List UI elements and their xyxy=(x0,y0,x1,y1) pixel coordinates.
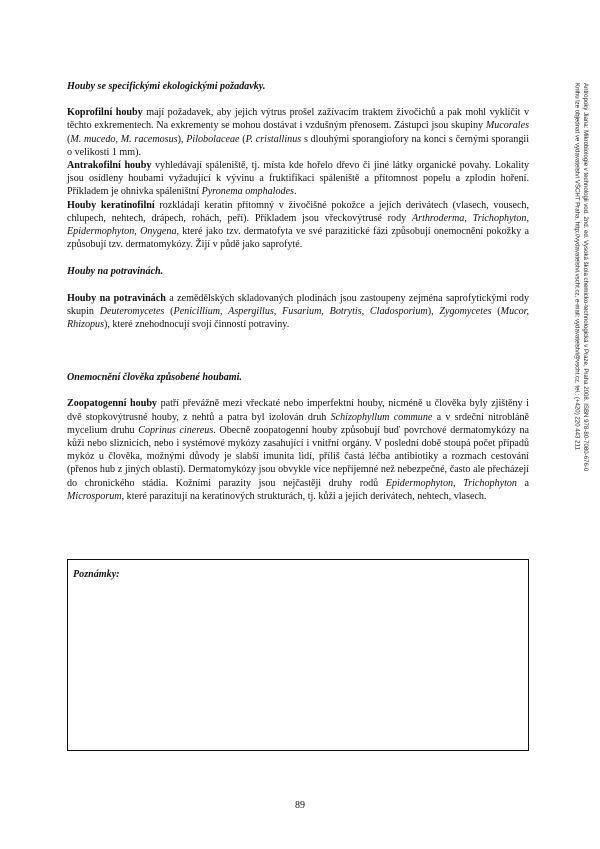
text: ), xyxy=(427,305,440,317)
text: vyhledávají spáleniště, tj. místa kde hořelo dřevo či jiné látky organické povahy. Lokality jsou osídleny houbami vyžadující k vývinu a fruktifikaci spáleniště a přítomnost popelu a zplodin hoření. Příkladem je ohnivka spáleništní xyxy=(67,160,529,198)
taxon: Penicillium, Aspergillus, Fusarium, Botrytis, Cladosporium xyxy=(173,305,428,317)
section-heading-human-disease: Onemocnění člověka způsobené houbami. xyxy=(67,372,242,384)
term-antrakofilni: Antrakofilní houby xyxy=(67,160,152,172)
taxon: Mucor, Rhizopus xyxy=(67,305,529,331)
order-info-line: Knihu lze objednat ve vydavatelství VŠCHT Praha, http://vydavatelstvi.vscht.cz, e-mail: vydavatelstvi@vscht.cz, tel.: (+420) 220 443 211 xyxy=(573,83,581,450)
taxon: Arthroderma, Trichophyton, Epidermophyton, Onygena xyxy=(67,212,529,238)
main-text xyxy=(67,80,529,503)
notes-label: Poznámky: xyxy=(73,569,120,580)
term-koprofilni: Koprofilní houby xyxy=(67,107,143,119)
text: ), xyxy=(177,133,187,145)
text: ), které znehodnocují svojí činností potraviny. xyxy=(104,319,290,331)
taxon: Pilobolaceae xyxy=(186,133,240,145)
taxon: Microsporum xyxy=(67,490,122,502)
paragraph-antrakofilni xyxy=(67,159,529,199)
notes-box[interactable] xyxy=(67,559,529,751)
text: ( xyxy=(164,305,174,317)
text: , které parazitují na keratinových strukturách, tj. kůži a jejich derivátech, nehtech, vlasech. xyxy=(121,490,487,502)
taxon: Schizophyllum commune xyxy=(330,411,433,423)
term-zoopatogenni: Zoopatogenní houby xyxy=(67,398,157,410)
taxon: Epidermophyton, Trichophyton xyxy=(385,477,517,489)
text: . xyxy=(293,186,297,198)
text: , které jako tzv. dermatofyta ve své parazitické fázi způsobují onemocnění pokožky a způsobují tzv. dermatomykózy. Žijí v půdě jako saprofyté. xyxy=(67,226,529,251)
taxon: M. mucedo, M. racemosus xyxy=(70,133,178,145)
text: a zemědělských skladovaných plodinách jsou zastoupeny zejména saprofytickými rody skupin xyxy=(67,292,529,317)
text: s dlouhými sporangiofory na konci s černými sporangii o velikosti 1 mm). xyxy=(67,133,529,158)
text: a v srdeční nitrobláně mycelium druhu xyxy=(67,411,529,436)
section-heading-ecological: Houby se specifickými ekologickými požadavky. xyxy=(67,81,266,92)
taxon: Mucorales xyxy=(485,120,529,132)
text: . Obecně zoopatogenní houby způsobují buď povrchové dermatomykózy na kůži nebo sliznicích, nebo i systémové mykózy zasahující i vnitřní orgány. V poslední době stoupá počet případů mykóz u člověka, možnými důvody je slabší imunita lidí, příliš častá léčba antibiotiky a rozmach cestování (přenos hub z jiných oblastí). Dermatomykózy jsou obvykle více nepříjemné než nebezpečné, často ale přecházejí do chronického stádia. Kožními parazity jsou nejčastěji druhy rodů xyxy=(67,424,529,489)
paragraph-potraviny xyxy=(67,292,529,332)
taxon: Coprinus cinereus xyxy=(138,424,214,436)
page-number: 89 xyxy=(295,800,305,811)
text: ( xyxy=(491,305,501,317)
text: a xyxy=(516,477,529,489)
term-keratinofilni: Houby keratinofilní xyxy=(67,199,155,211)
side-citation xyxy=(572,83,589,471)
paragraph-koprofilni xyxy=(67,106,529,159)
paragraph-keratinofilni xyxy=(67,199,529,252)
taxon: P. cristallinus xyxy=(245,133,302,145)
section-heading-food: Houby na potravinách. xyxy=(67,266,164,278)
text: rozkládají keratin přítomný v živočišné pokožce a jejích derivátech (vlasech, vousech, chlupech, nehtech, drápech, rohách, peří). Příkladem jsou vřeckovýtrusé rody xyxy=(67,199,529,224)
text: ( xyxy=(67,133,71,145)
taxon: Pyronema omphalodes xyxy=(201,186,294,198)
text: patří převážně mezi vřeckaté nebo imperfektní houby, nicméně u člověka byly zjištěny i dvě stopkovýtrusné houby, z nehtů a patra byl izolován druh xyxy=(67,398,529,423)
text: mají požadavek, aby jejich výtrus prošel zažívacím traktem živočichů a pak mohl vyklíčit v těchto exkrementech. Na exkrementy se mohou dostávat i vzdušným přenosem. Zástupci jsou skupiny xyxy=(67,107,530,132)
paragraph-zoopatogenni xyxy=(67,397,529,503)
term-potraviny: Houby na potravinách xyxy=(67,292,166,304)
taxon: Deuteromycetes xyxy=(99,305,165,317)
citation-line: Antropoký Jiana: Mikrobiologie v technologii vod. 2nd. ed. Vysoká škola chemicko-technologická v Praze, Praha 2008. ISBN 978-80-7080-676-0 xyxy=(582,83,589,472)
taxon: Zygomycetes xyxy=(439,305,492,317)
text: ( xyxy=(239,133,246,145)
